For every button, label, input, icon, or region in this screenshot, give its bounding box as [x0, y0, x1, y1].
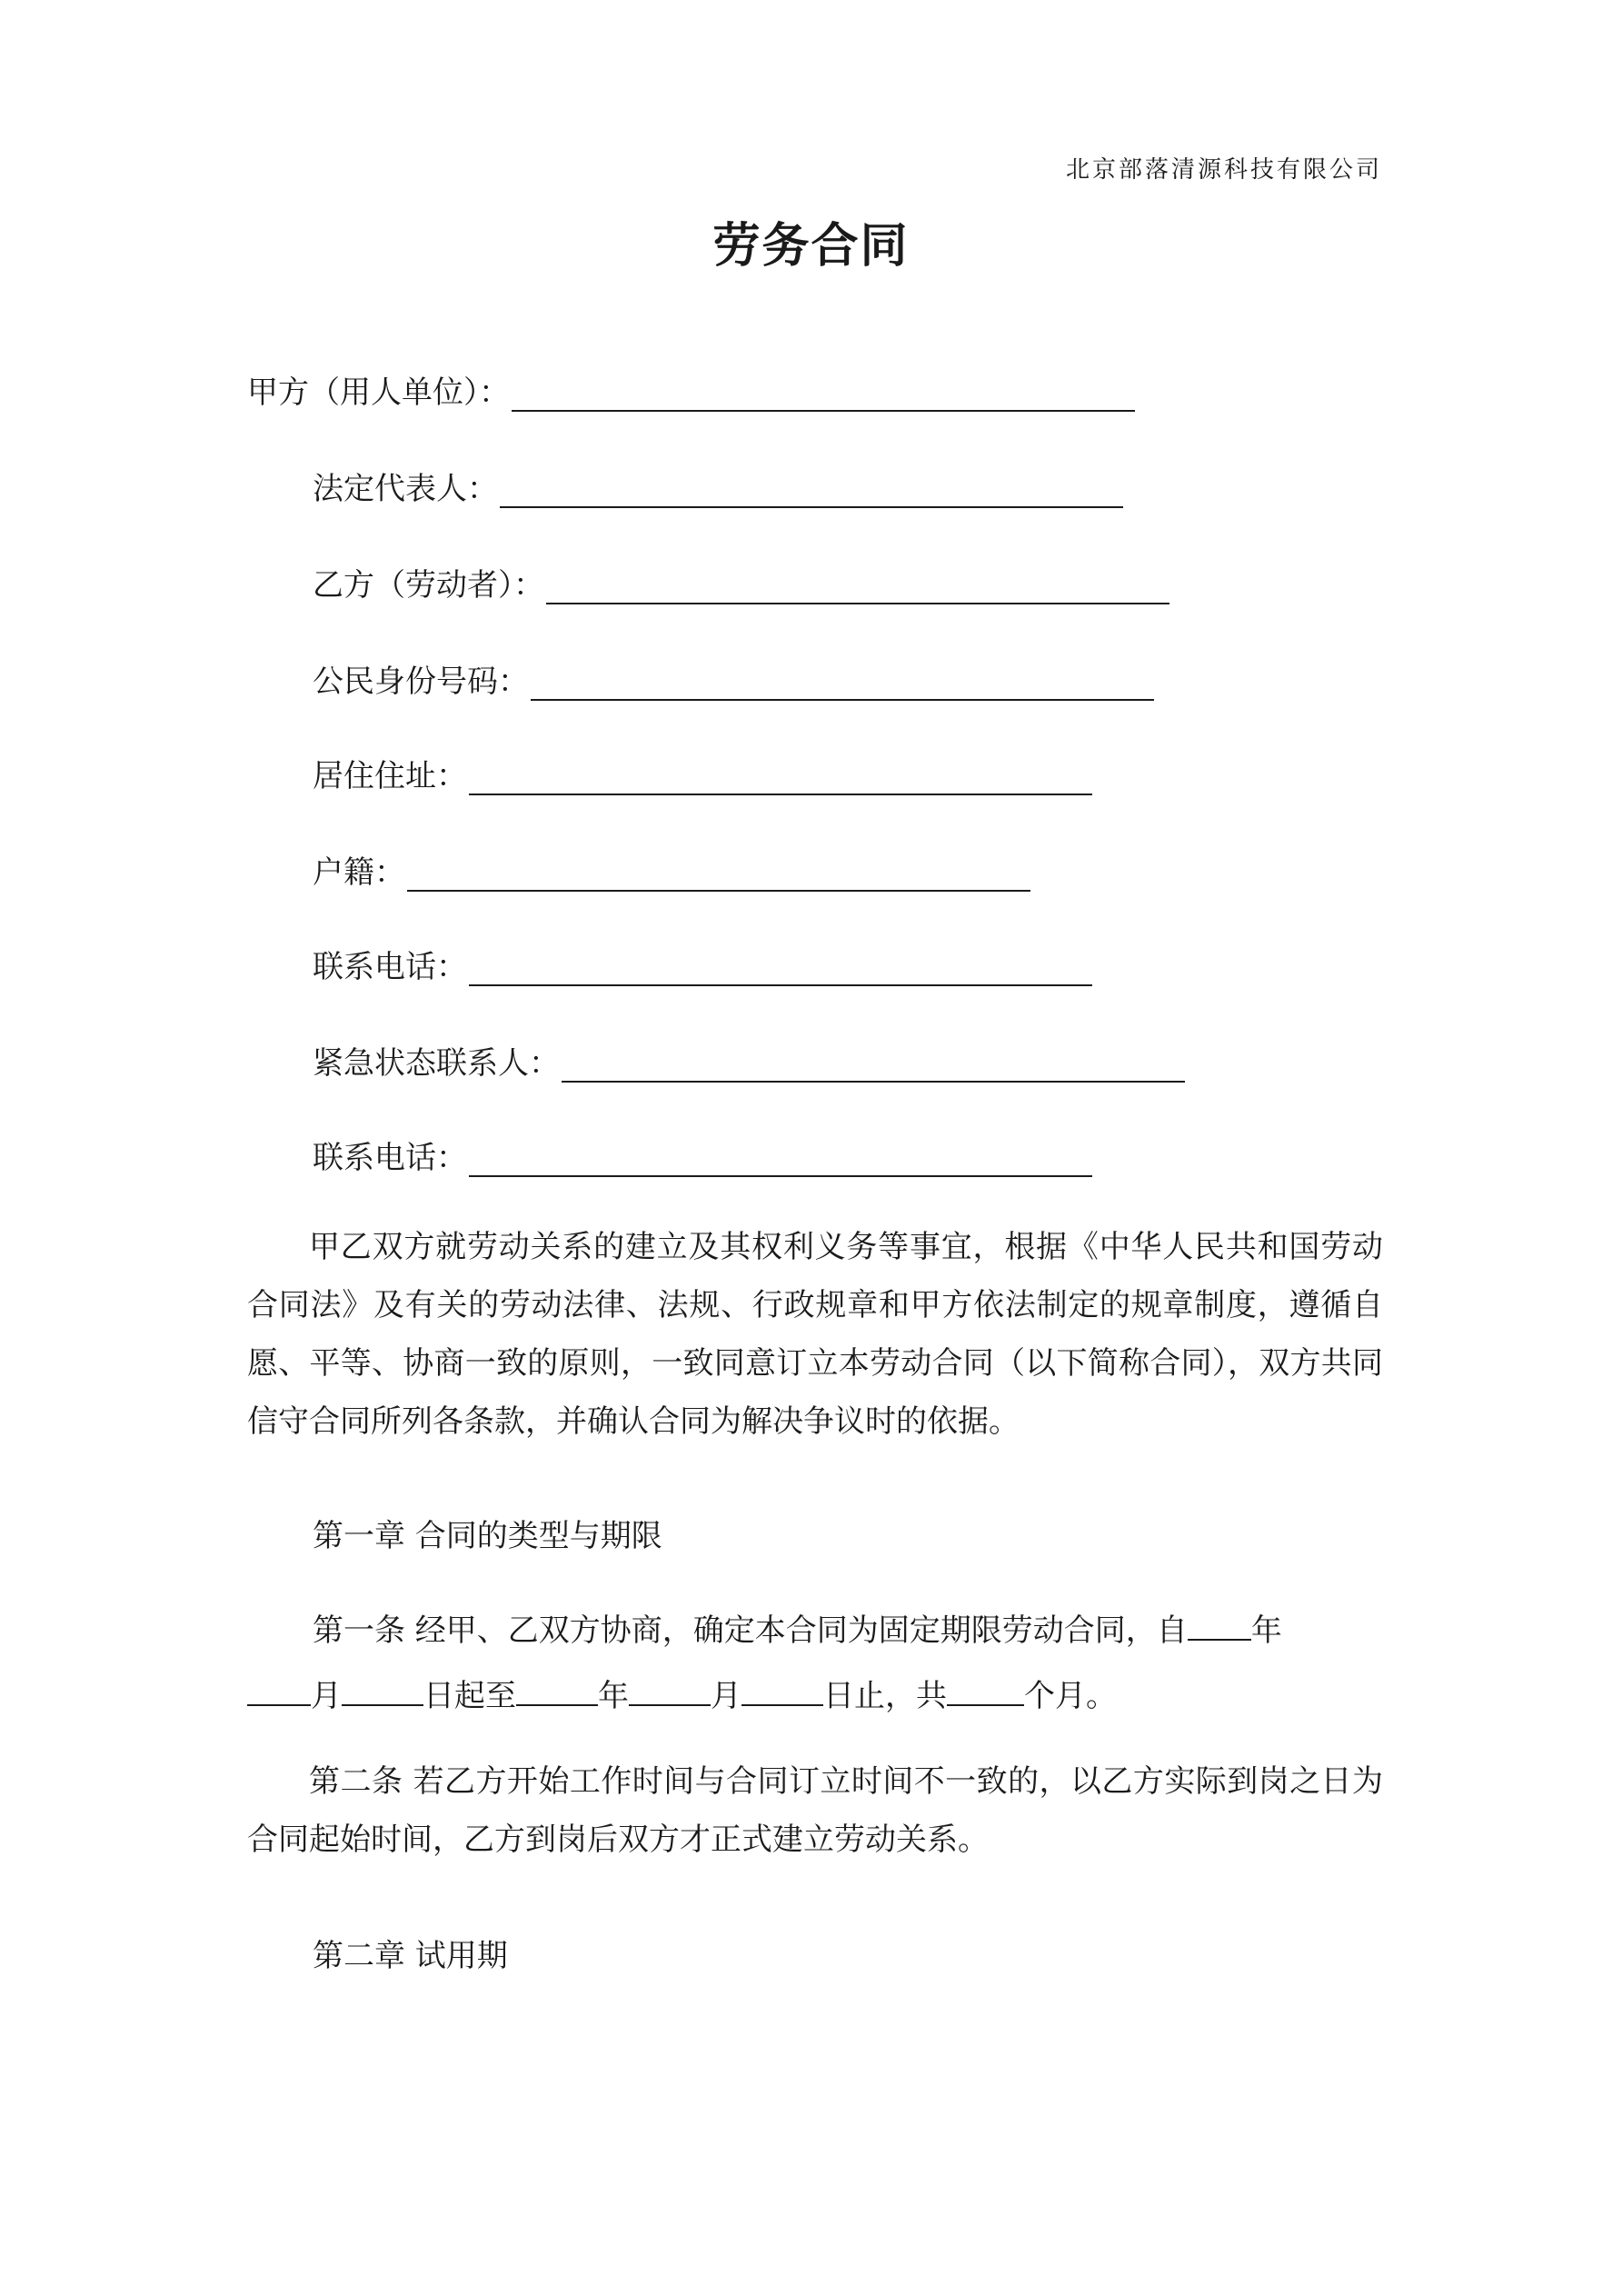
document-title: 劳务合同 — [712, 219, 910, 274]
article-one-text: 第一条 经甲、乙双方协商，确定本合同为固定期限劳动合同，自 — [313, 1612, 1188, 1649]
end-day-blank[interactable] — [741, 1677, 823, 1706]
fill-line[interactable] — [469, 766, 1092, 795]
company-name: 北京部落清源科技有限公司 — [1065, 156, 1382, 184]
year-label: 年 — [598, 1678, 629, 1714]
day-label: 日起至 — [423, 1678, 516, 1714]
chapter-two-heading: 第二章 试用期 — [313, 1938, 508, 1974]
month-label: 月 — [311, 1678, 342, 1714]
months-count-blank[interactable] — [947, 1677, 1024, 1706]
day-label: 日止，共 — [823, 1678, 947, 1714]
field-emergency-phone — [313, 1133, 1092, 1177]
article-two-paragraph: 第二条 若乙方开始工作时间与合同订立时间不一致的，以乙方实际到岗之日为合同起始时间，乙方到岗后双方才正式建立劳动关系。 — [247, 1763, 1383, 1858]
month-label: 月 — [711, 1678, 741, 1714]
intro-paragraph: 甲乙双方就劳动关系的建立及其权利义务等事宜，根据《中华人民共和国劳动合同法》及有关的劳动法律、法规、行政规章和甲方依法制定的规章制度，遵循自愿、平等、协商一致的原则，一致同意订立本劳动合同（以下简称合同），双方共同信守合同所列各条款，并确认合同为解决争议时的依据。 — [247, 1229, 1383, 1440]
fill-line[interactable] — [546, 575, 1169, 604]
field-emergency-contact — [313, 1038, 1185, 1083]
end-month-blank[interactable] — [629, 1677, 711, 1706]
field-id-number — [313, 656, 1154, 701]
field-label: 法定代表人： — [313, 471, 498, 507]
article-one-line-2 — [247, 1671, 1117, 1715]
start-month-blank[interactable] — [247, 1677, 311, 1706]
field-address — [313, 751, 1092, 795]
months-label: 个月。 — [1024, 1678, 1117, 1714]
field-phone — [313, 942, 1092, 986]
field-party-a — [247, 367, 1135, 412]
field-party-b — [313, 560, 1169, 604]
field-label: 乙方（劳动者）： — [313, 567, 544, 604]
field-label: 甲方（用人单位）： — [247, 374, 510, 411]
fill-line[interactable] — [562, 1053, 1185, 1083]
fill-line[interactable] — [469, 957, 1092, 986]
fill-line[interactable] — [512, 383, 1135, 412]
field-household — [313, 847, 1030, 892]
fill-line[interactable] — [500, 479, 1123, 508]
chapter-one-heading: 第一章 合同的类型与期限 — [313, 1518, 662, 1554]
field-label: 户籍： — [313, 854, 405, 891]
field-label: 联系电话： — [313, 949, 467, 985]
fill-line[interactable] — [531, 672, 1154, 701]
start-year-blank[interactable] — [1188, 1612, 1251, 1641]
field-legal-rep — [313, 464, 1123, 508]
field-label: 居住住址： — [313, 758, 467, 794]
fill-line[interactable] — [407, 863, 1030, 892]
end-year-blank[interactable] — [516, 1677, 598, 1706]
start-day-blank[interactable] — [342, 1677, 423, 1706]
year-label: 年 — [1250, 1612, 1282, 1649]
field-label: 公民身份号码： — [313, 664, 529, 700]
field-label: 紧急状态联系人： — [313, 1045, 560, 1082]
article-one-line-1 — [313, 1605, 1282, 1650]
fill-line[interactable] — [469, 1148, 1092, 1177]
field-label: 联系电话： — [313, 1140, 467, 1176]
